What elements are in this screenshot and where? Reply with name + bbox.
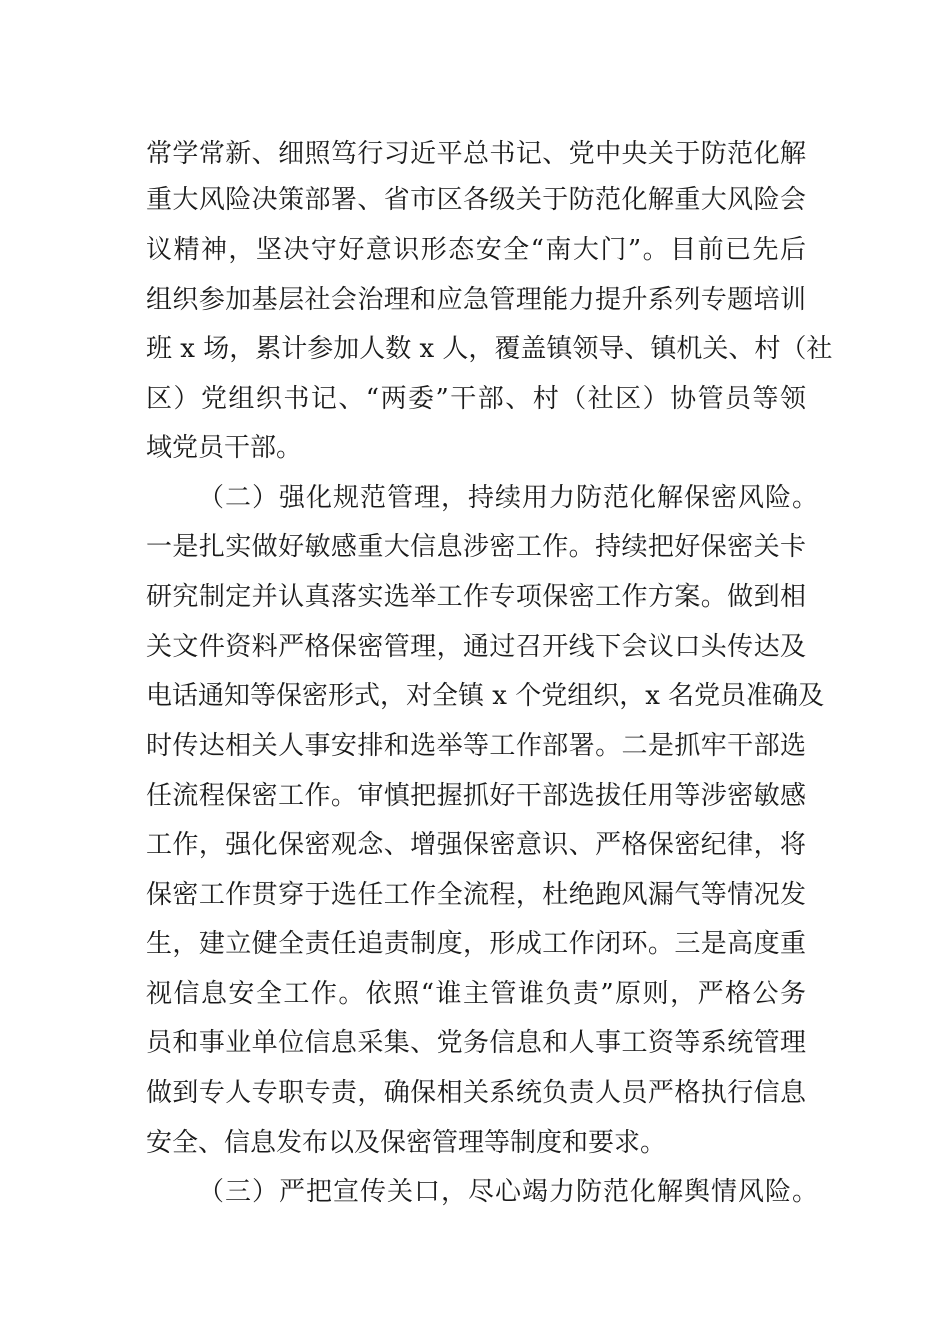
paragraph-line: 关文件资料严格保密管理，通过召开线下会议口头传达及	[146, 632, 806, 662]
section-heading: （二）强化规范管理，持续用力防范化解保密风险。	[198, 483, 818, 513]
paragraph-line: 安全、信息发布以及保密管理等制度和要求。	[146, 1128, 667, 1158]
paragraph-line: 员和事业单位信息采集、党务信息和人事工资等系统管理	[146, 1028, 806, 1058]
paragraph-line: 电话通知等保密形式，对全镇 x 个党组织，x 名党员准确及	[146, 681, 825, 711]
paragraph-line: 研究制定并认真落实选举工作专项保密工作方案。做到相	[146, 582, 806, 612]
paragraph-line: 议精神，坚决守好意识形态安全“南大门”。目前已先后	[146, 235, 806, 265]
paragraph-line: 生，建立健全责任追责制度，形成工作闭环。三是高度重	[146, 929, 806, 959]
paragraph-line: 重大风险决策部署、省市区各级关于防范化解重大风险会	[146, 185, 806, 215]
paragraph-line: 视信息安全工作。依照“谁主管谁负责”原则，严格公务	[146, 979, 806, 1009]
paragraph-line: 班 x 场，累计参加人数 x 人，覆盖镇领导、镇机关、村（社	[146, 334, 833, 364]
paragraph-line: 组织参加基层社会治理和应急管理能力提升系列专题培训	[146, 285, 806, 315]
paragraph-line: 时传达相关人事安排和选举等工作部署。二是抓牢干部选	[146, 731, 806, 761]
paragraph-line: 保密工作贯穿于选任工作全流程，杜绝跑风漏气等情况发	[146, 880, 806, 910]
paragraph-line: 一是扎实做好敏感重大信息涉密工作。持续把好保密关卡	[146, 532, 806, 562]
paragraph-line: 域党员干部。	[146, 433, 303, 463]
paragraph-line: 任流程保密工作。审慎把握抓好干部选拔任用等涉密敏感	[146, 781, 806, 811]
paragraph-line: 做到专人专职专责，确保相关系统负责人员严格执行信息	[146, 1078, 806, 1108]
paragraph-line: 常学常新、细照笃行习近平总书记、党中央关于防范化解	[146, 139, 806, 169]
paragraph-line: 区）党组织书记、“两委”干部、村（社区）协管员等领	[146, 384, 806, 414]
paragraph-line: 工作，强化保密观念、增强保密意识、严格保密纪律，将	[146, 830, 806, 860]
section-heading: （三）严把宣传关口，尽心竭力防范化解舆情风险。	[198, 1177, 818, 1207]
